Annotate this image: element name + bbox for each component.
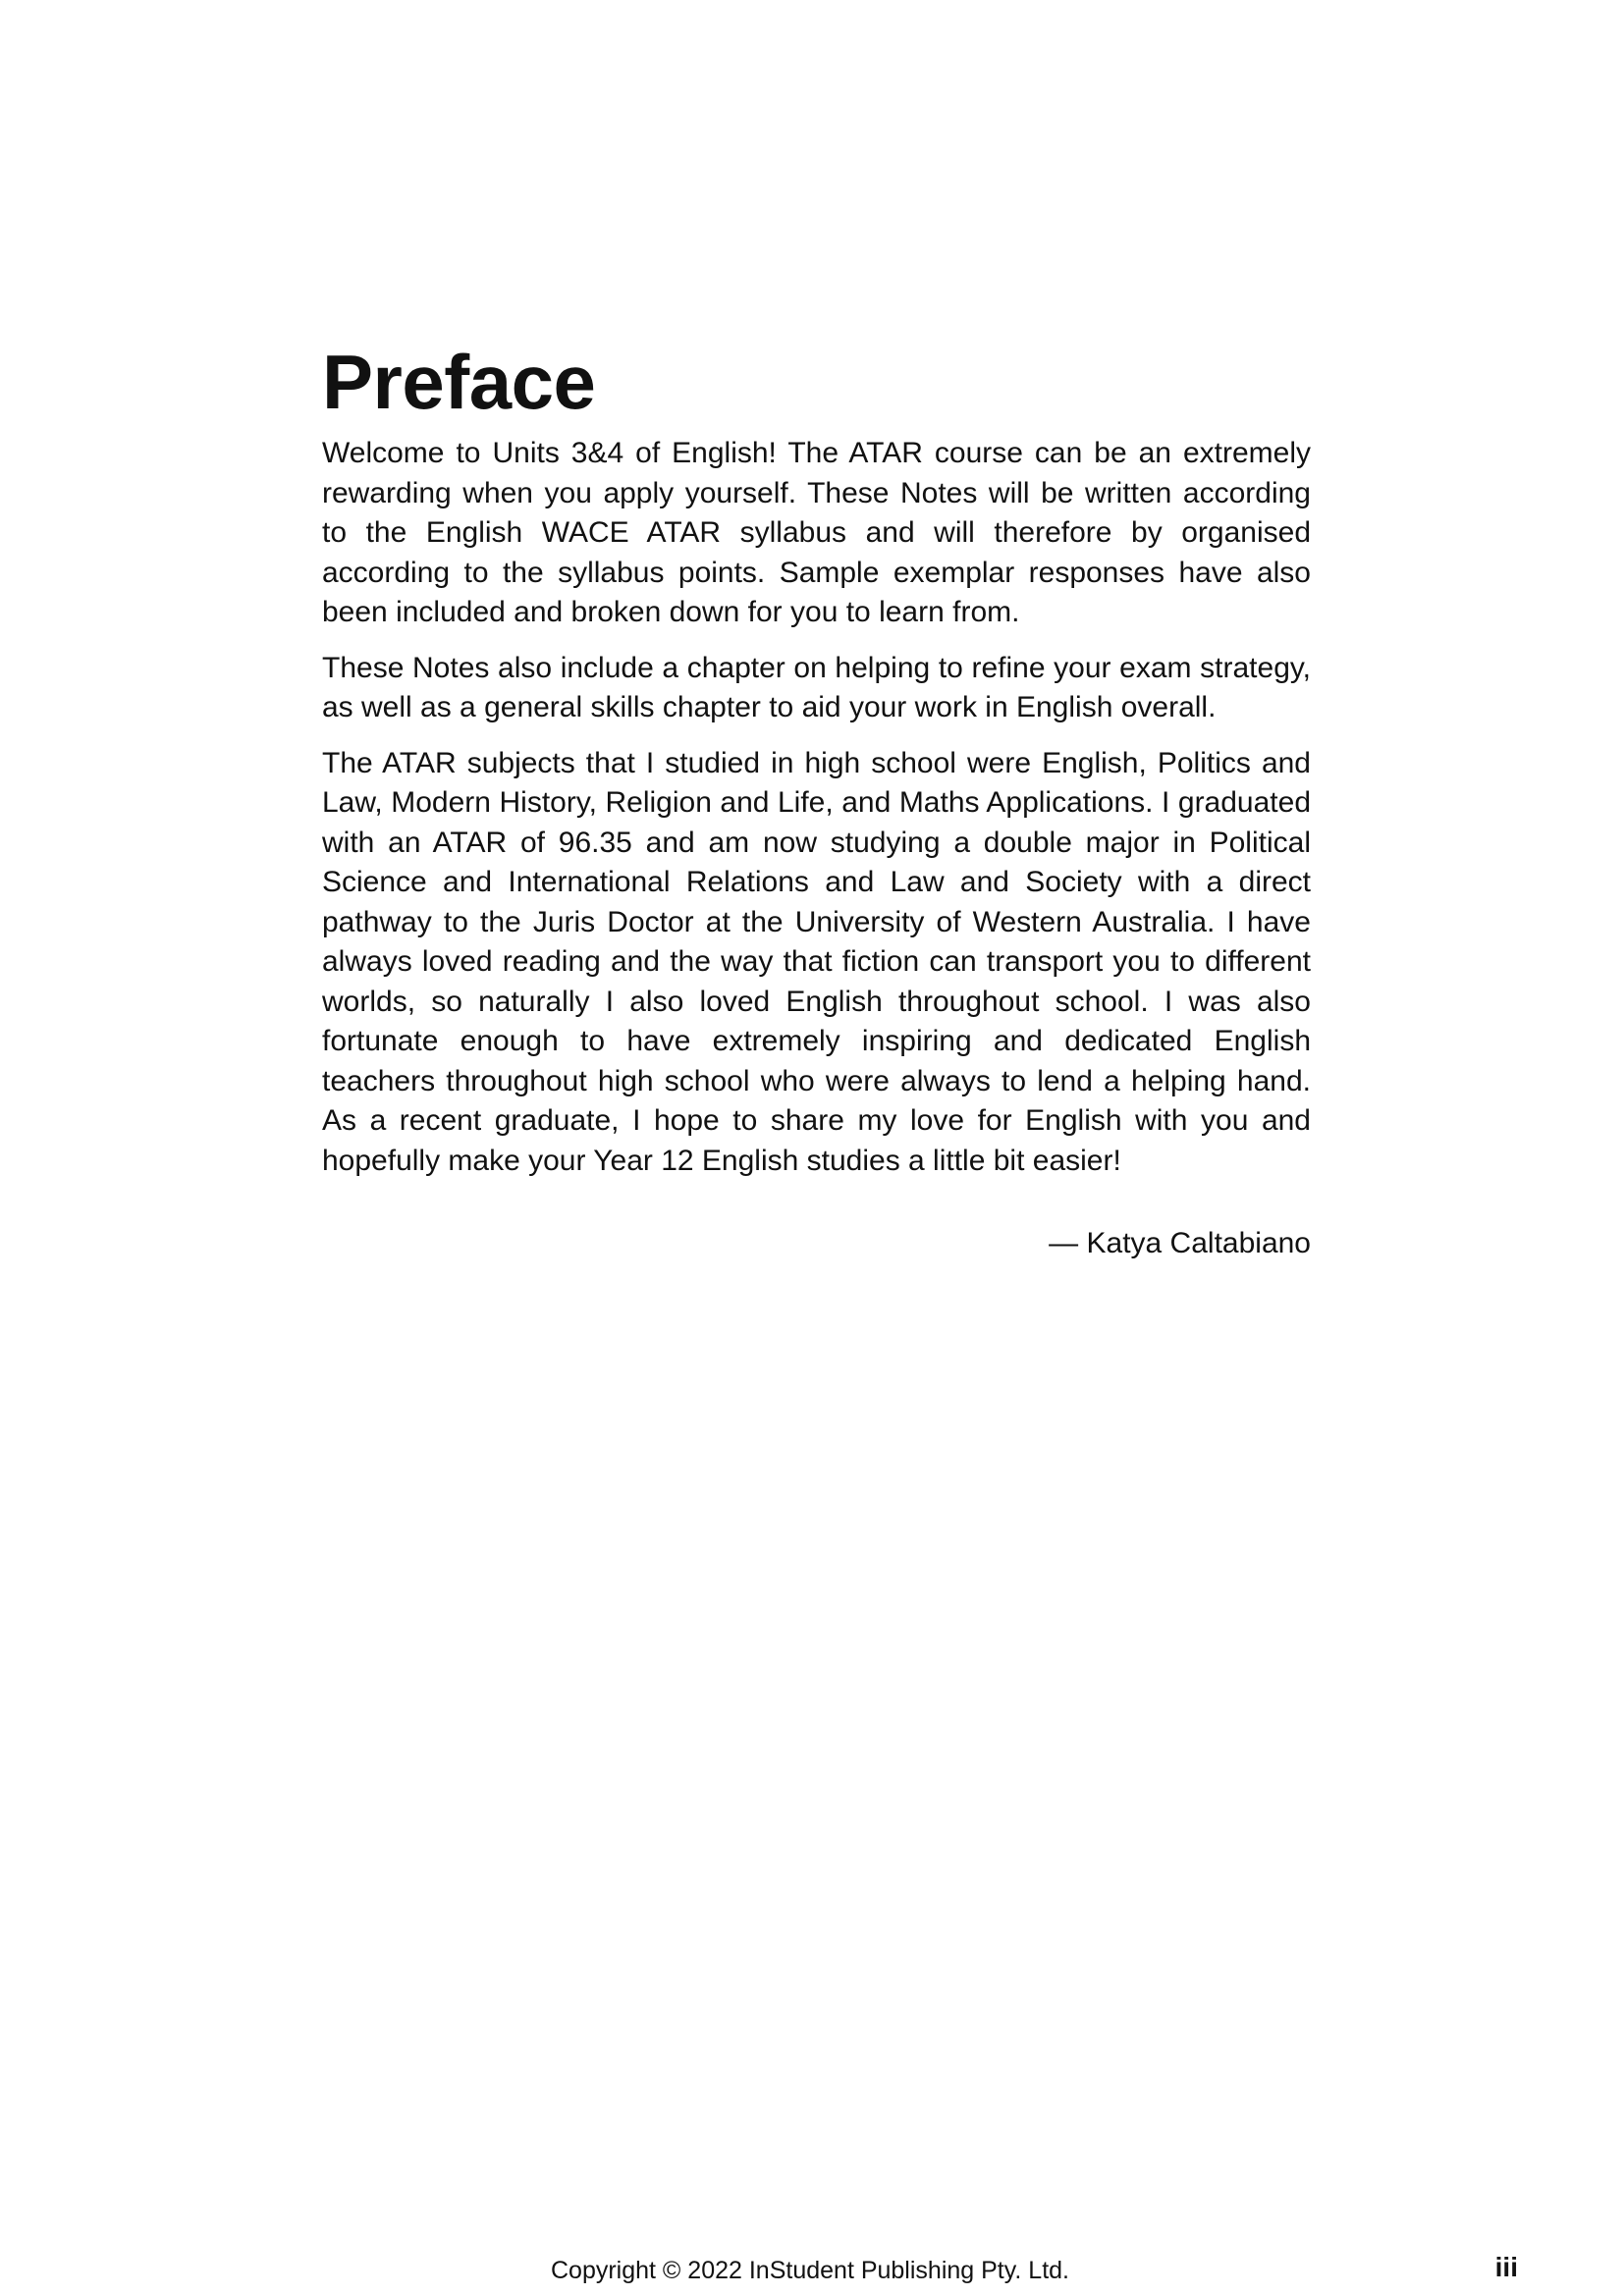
preface-paragraph-3: The ATAR subjects that I studied in high school were English, Politics and Law, Modern History, Religion and Life, and Maths Applications. I graduated with an ATAR of 96.35 and am now studying a double major in Political Science and International Relations and Law and Society with a direct pathway to the Juris Doctor at the University of Western Australia. I have always loved reading and the way that fiction can transport you to different worlds, so naturally I also loved English throughout school. I was also fortunate enough to have extremely inspiring and dedicated English teachers throughout high school who were always to lend a helping hand. As a recent graduate, I hope to share my love for English with you and hopefully make your Year 12 English studies a little bit easier! <box>322 746 1311 1177</box>
page-title: Preface <box>322 339 596 425</box>
preface-paragraph-1: Welcome to Units 3&4 of English! The ATAR course can be an extremely rewarding when you apply yourself. These Notes will be written according to the English WACE ATAR syllabus and will therefore by organised according to the syllabus points. Sample exemplar responses have also been included and broken down for you to learn from. <box>322 437 1311 628</box>
author-signature: — Katya Caltabiano <box>1049 1227 1311 1259</box>
footer-copyright <box>0 2256 1624 2285</box>
preface-content <box>322 339 1311 1264</box>
page-number: iii <box>1494 2252 1518 2282</box>
copyright-text: Copyright © 2022 InStudent Publishing Pty. Ltd. <box>550 2257 1069 2284</box>
preface-paragraph-2: These Notes also include a chapter on helping to refine your exam strategy, as well as a general skills chapter to aid your work in English overall. <box>322 651 1311 723</box>
